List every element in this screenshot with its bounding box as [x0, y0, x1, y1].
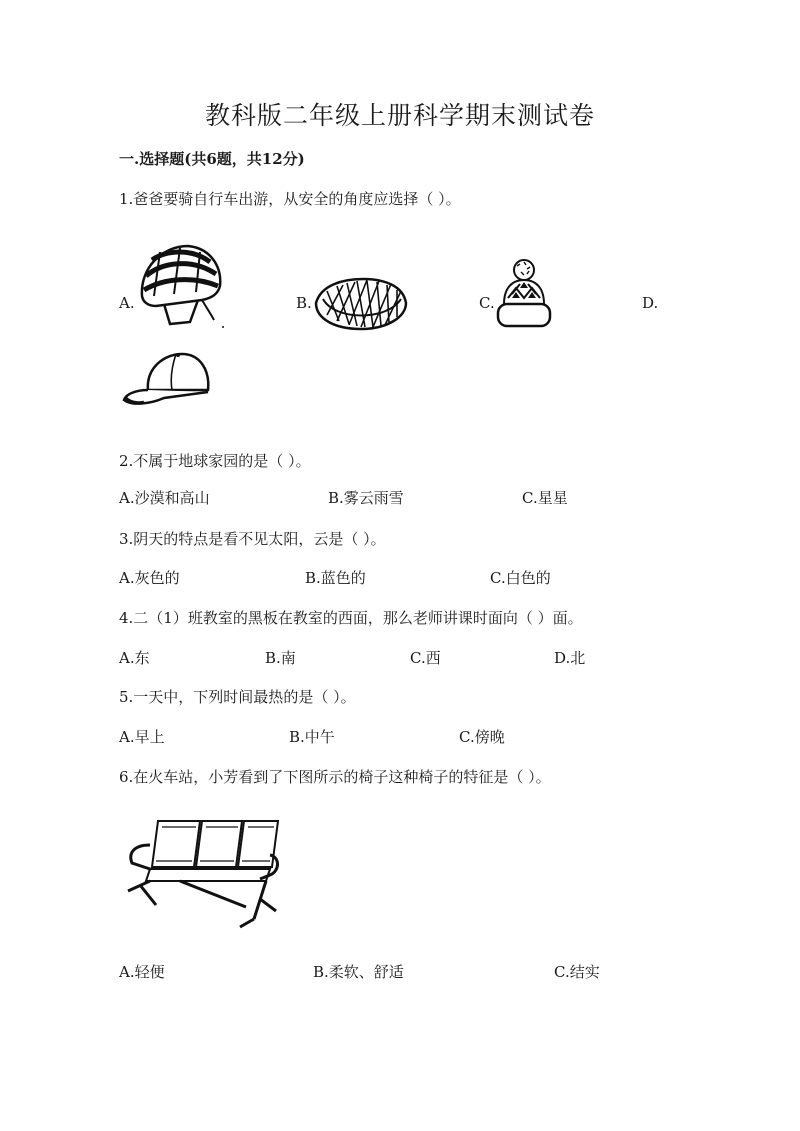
q1-option-c: C. [479, 294, 495, 312]
question-6: 6.在火车站，小芳看到了下图所示的椅子这种椅子的特征是（ ）。 [119, 768, 551, 786]
q5-option-c: C.傍晚 [459, 728, 505, 746]
woven-straw-hat-image [313, 277, 409, 331]
question-2: 2.不属于地球家园的是（ ）。 [119, 452, 311, 470]
section-heading: 一.选择题(共6题，共12分) [119, 150, 305, 168]
q5-option-a: A.早上 [119, 728, 165, 746]
q6-option-c: C.结实 [554, 963, 600, 981]
q2-option-c: C.星星 [522, 489, 568, 507]
q3-option-a: A.灰色的 [119, 569, 180, 587]
q6-option-b: B.柔软、舒适 [313, 963, 404, 981]
q5-option-b: B.中午 [289, 728, 335, 746]
baseball-cap-image [120, 350, 212, 408]
q4-option-b: B.南 [265, 649, 296, 667]
q1-option-d: D. [642, 294, 659, 312]
q4-option-d: D.北 [554, 649, 586, 667]
q3-option-b: B.蓝色的 [305, 569, 366, 587]
q3-option-c: C.白色的 [490, 569, 551, 587]
question-1: 1.爸爸要骑自行车出游，从安全的角度应选择（ ）。 [119, 190, 461, 208]
bicycle-helmet-image [136, 240, 228, 332]
q4-option-c: C.西 [410, 649, 441, 667]
q1-option-a: A. [119, 294, 135, 312]
q1-option-b: B. [296, 294, 312, 312]
question-5: 5.一天中，下列时间最热的是（ ）。 [119, 688, 356, 706]
knit-pompom-hat-image [494, 258, 554, 330]
page-title: 教科版二年级上册科学期末测试卷 [204, 101, 595, 130]
q2-option-a: A.沙漠和高山 [119, 489, 210, 507]
waiting-room-chairs-image [120, 815, 280, 930]
q6-option-a: A.轻便 [119, 963, 165, 981]
question-3: 3.阴天的特点是看不见太阳，云是（ ）。 [119, 530, 386, 548]
question-4: 4.二（1）班教室的黑板在教室的西面，那么老师讲课时面向（ ）面。 [119, 609, 583, 627]
q2-option-b: B.雾云雨雪 [328, 489, 404, 507]
q4-option-a: A.东 [119, 649, 150, 667]
